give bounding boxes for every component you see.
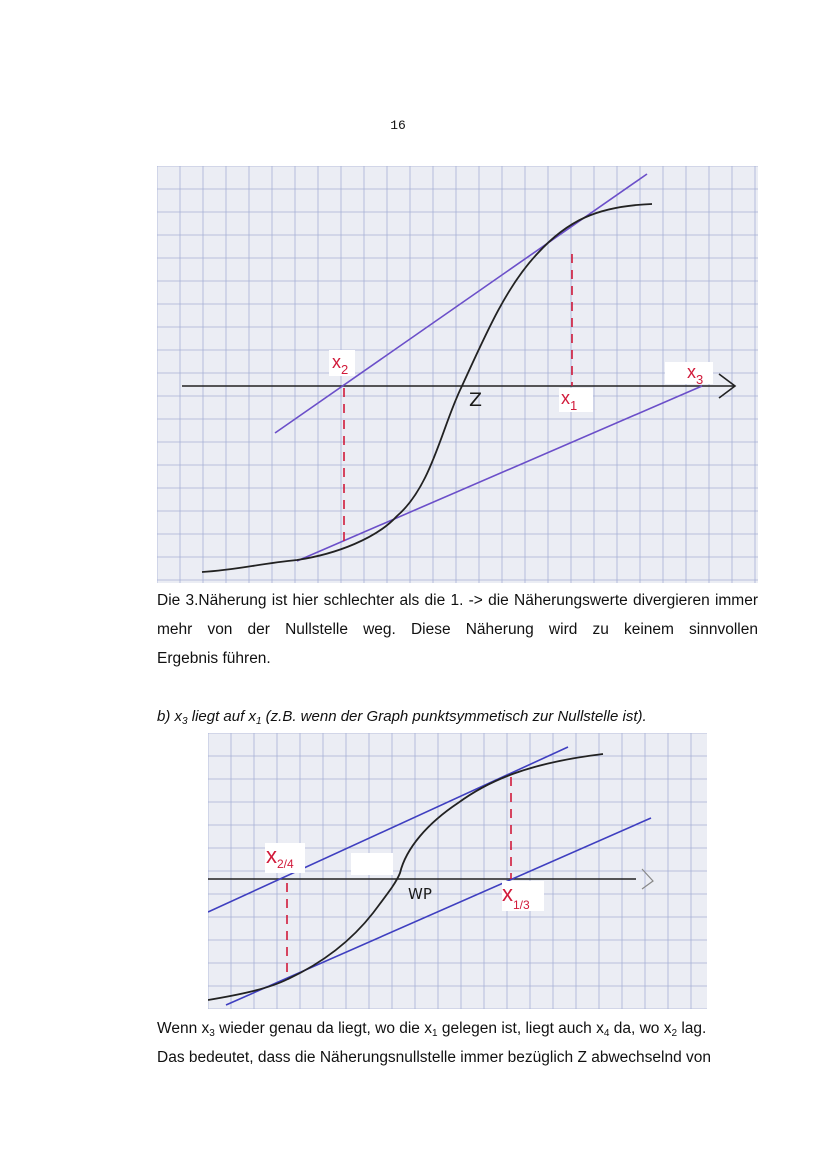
paragraph-1-end <box>157 644 758 673</box>
paragraph-1-line-1: Die 3.Näherung ist hier schlechter als die 1. -> die Näherungswerte divergieren <box>157 592 710 609</box>
label-z: Z <box>469 389 483 411</box>
label-x2: $x_2$ <box>332 352 349 377</box>
label-x3: $x_3$ <box>687 362 704 387</box>
paragraph-3: Wenn $x_3$ wieder genau da liegt, wo die $x_1$ gelegen ist, liegt auch $x_4$ da, wo $x_2$ lag. <box>157 1020 707 1039</box>
page-number: 16 <box>390 118 406 133</box>
newton-symmetric-graph <box>208 733 707 1009</box>
label-x13: $x_{1/3}$ <box>502 881 530 912</box>
paragraph-1-line-2: immer mehr von der Nullstelle weg. Diese Näherung wird zu keinem sinnvollen <box>157 592 758 638</box>
label-wp: WP <box>408 885 432 903</box>
paragraph-3-line-2: Das bedeutet, dass die Näherungsnullstelle immer bezüglich Z abwechselnd von <box>157 1049 712 1066</box>
newton-symmetric-figure <box>208 733 707 1009</box>
label-x1: $x_1$ <box>561 388 578 413</box>
label-x24: $x_{2/4}$ <box>266 843 294 871</box>
paragraph-1-line-3: Ergebnis führen. <box>157 650 271 667</box>
newton-divergence-figure <box>157 166 758 583</box>
blank-patch <box>351 853 393 875</box>
paragraph-1 <box>157 586 758 644</box>
section-b-caption: b) $x_3$ liegt auf $x_1$ (z.B. wenn der Graph punktsymmetisch zur Nullstelle ist). <box>157 708 647 727</box>
newton-divergence-graph <box>157 166 758 583</box>
